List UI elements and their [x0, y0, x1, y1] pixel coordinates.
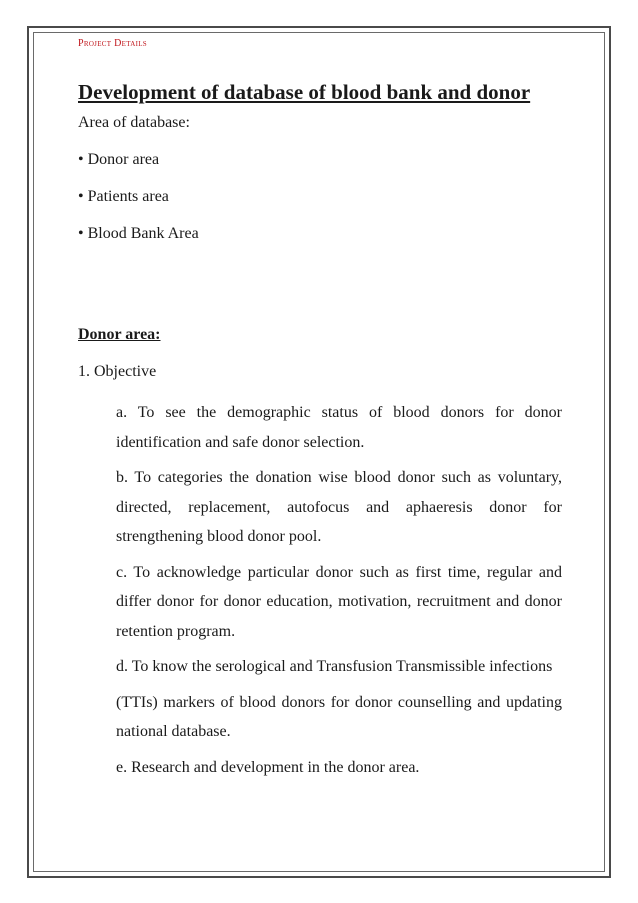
objective-item-b	[116, 463, 562, 552]
objective-item-d-continued-text: (TTIs) markers of blood donors for donor counselling and updating national database.	[116, 693, 562, 740]
objective-item-d	[116, 652, 562, 682]
area-item-donor: • Donor area	[78, 151, 160, 168]
objective-item-a-text: a. To see the demographic status of blood donors for donor identification and safe donor selection.	[116, 404, 562, 451]
objective-item-c	[116, 558, 562, 647]
area-intro: Area of database:	[78, 114, 190, 131]
area-item-patients: • Patients area	[78, 188, 169, 205]
objective-item-b-text: b. To categories the donation wise blood donor such as voluntary, directed, replacement, autofocus and aphaeresis donor for strengthening blood donor pool.	[116, 469, 562, 545]
objective-item-a	[116, 398, 562, 457]
area-item-blood-bank: • Blood Bank Area	[78, 225, 199, 242]
objective-item-d-continued	[116, 688, 562, 747]
objective-label: 1. Objective	[78, 363, 157, 380]
objective-item-c-text: c. To acknowledge particular donor such as first time, regular and differ donor for donor education, motivation, recruitment and donor retention program.	[116, 563, 562, 640]
document-title: Development of database of blood bank and donor	[78, 80, 531, 104]
document-body	[78, 78, 562, 788]
objective-item-e	[116, 753, 562, 783]
objective-item-d-text: d. To know the serological and Transfusion Transmissible infections	[116, 658, 553, 675]
section-spacer	[78, 260, 562, 324]
page-header: Project Details	[78, 38, 147, 49]
objective-item-e-text: e. Research and development in the donor area.	[116, 758, 420, 776]
donor-area-heading: Donor area:	[78, 326, 161, 343]
